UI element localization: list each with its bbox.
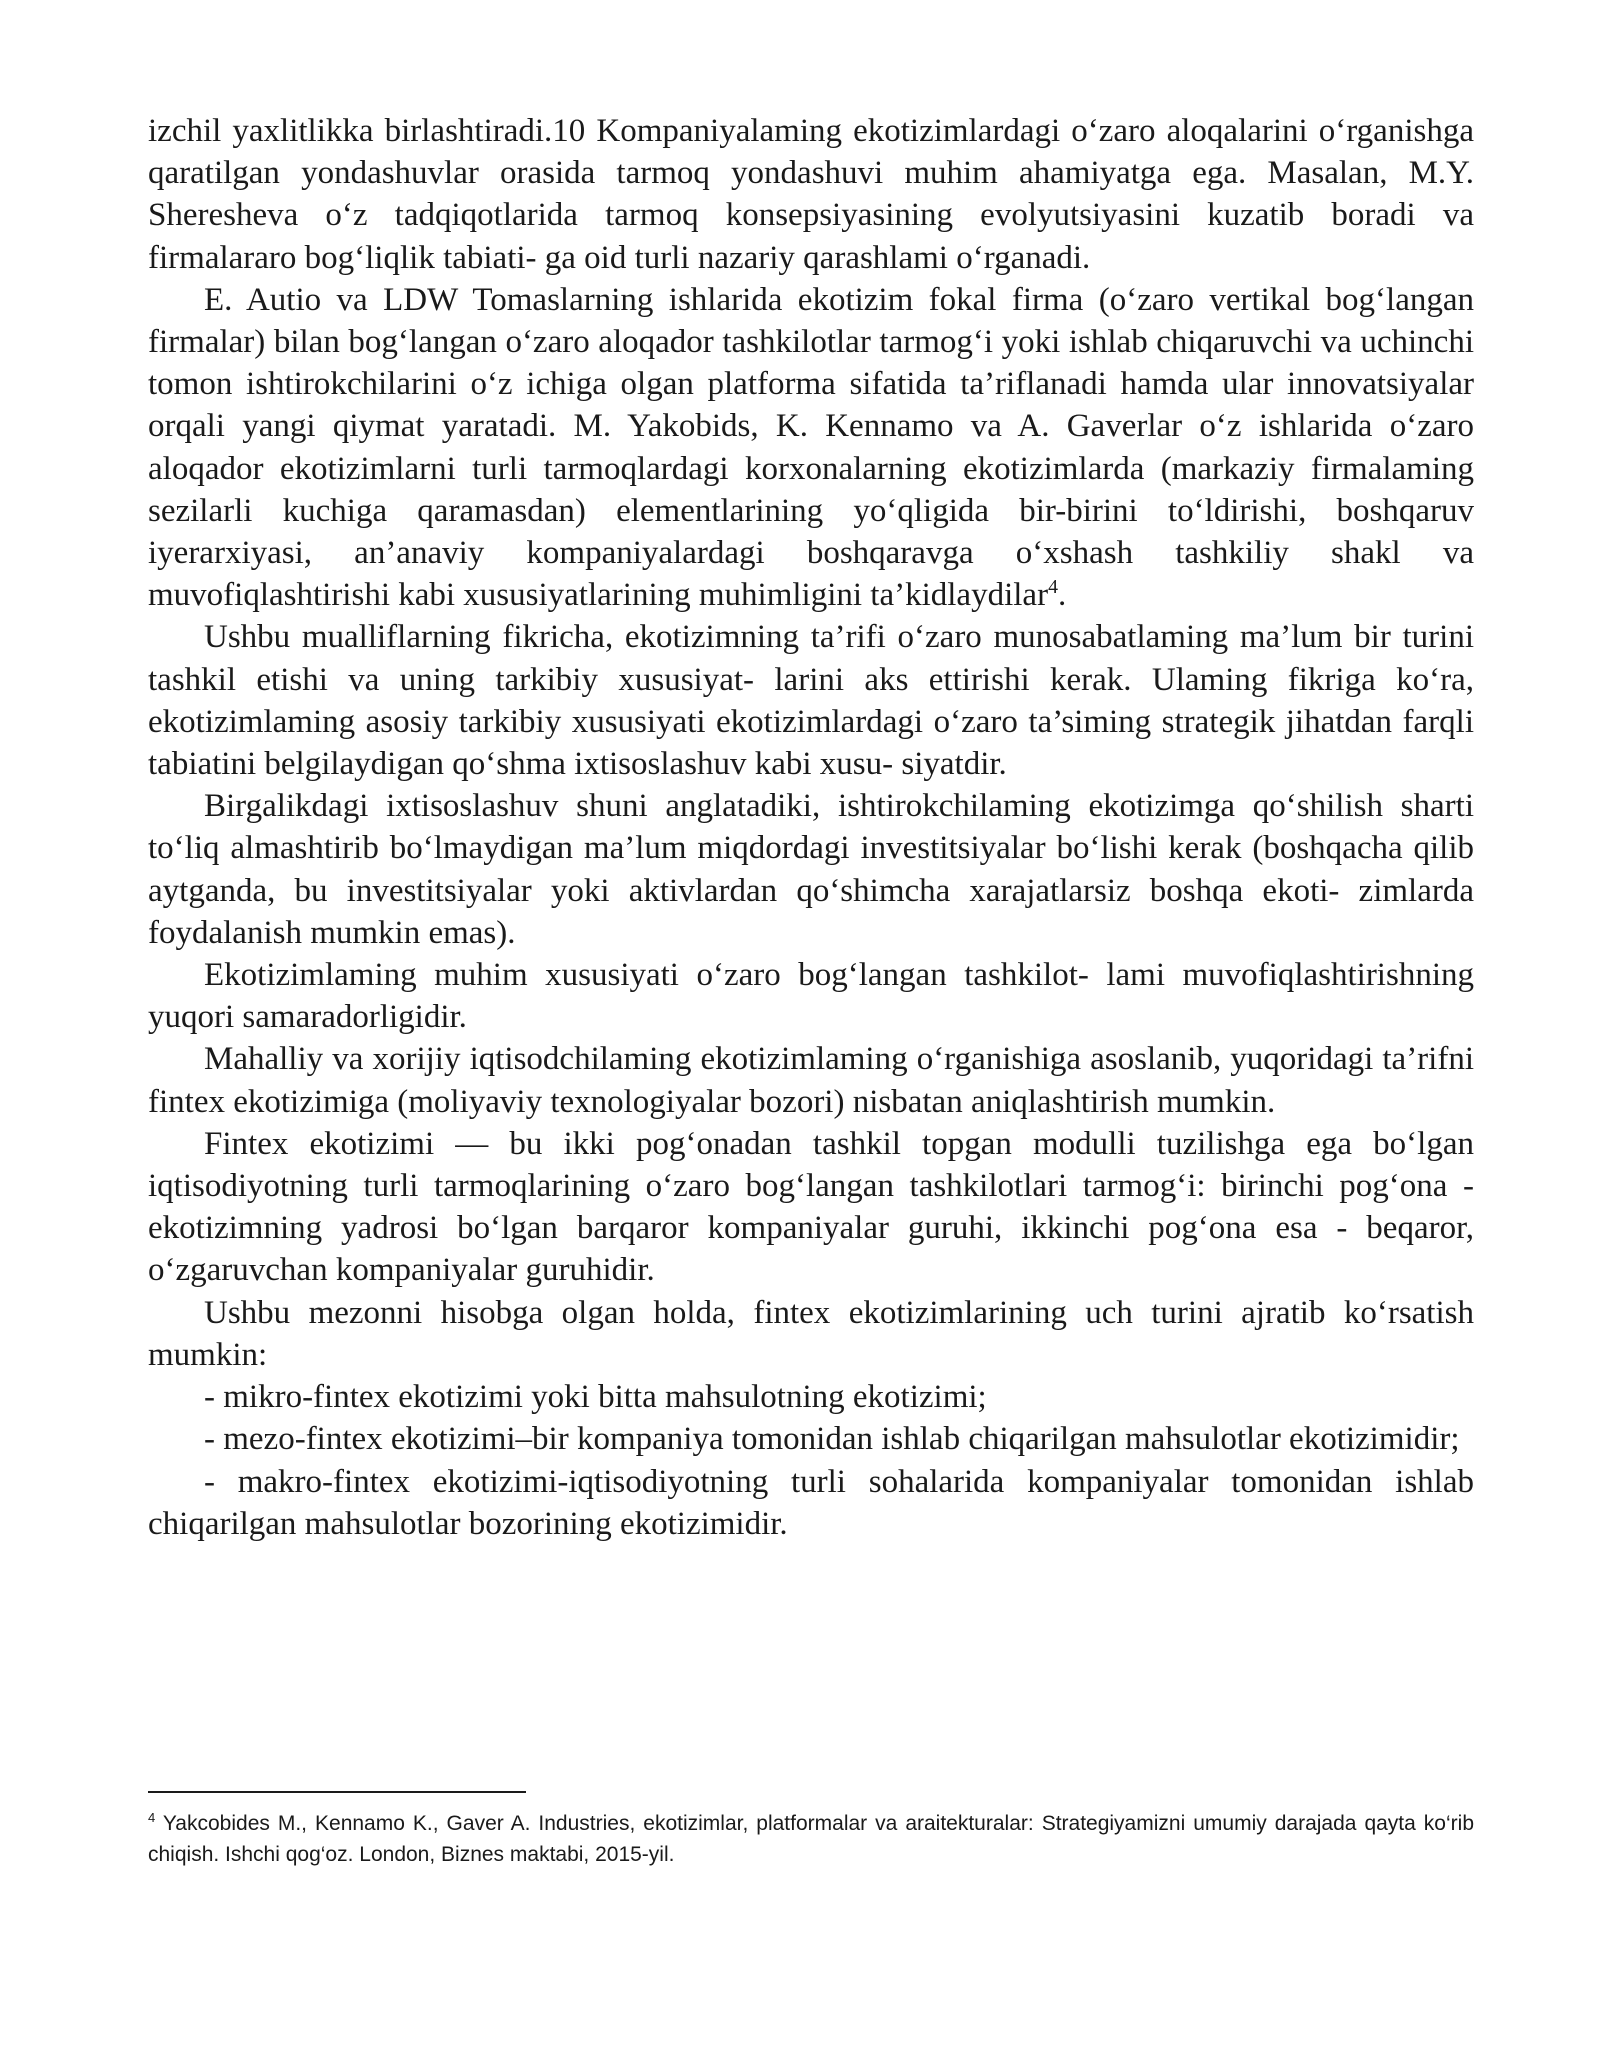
footnote-separator <box>148 1791 526 1793</box>
body-text <box>148 110 1474 1545</box>
paragraph-3: Ushbu mualliflarning fikricha, ekotizimning ta’rifi o‘zaro munosabatlaming ma’lum bir turini tashkil etishi va uning tarkibiy xususiyat- larini aks ettirishi kerak. Ulaming fikriga ko‘ra, ekotizimlaming asosiy tarkibiy xususiyati ekotizimlardagi o‘zaro ta’siming strategik jihatdan farqli tabiatini belgilaydigan qo‘shma ixtisoslashuv kabi xusu- siyatdir. <box>148 619 1474 783</box>
footnote-reference[interactable]: 4 <box>1048 576 1058 599</box>
paragraph-6: Mahalliy va xorijiy iqtisodchilaming ekotizimlaming o‘rganishiga asoslanib, yuqoridagi ta’rifni fintex ekotizimiga (moliyaviy texnologiyalar bozori) nisbatan aniqlashtirish mumkin. <box>148 1041 1474 1120</box>
list-item-micro: - mikro-fintex ekotizimi yoki bitta mahsulotning ekotizimi; <box>204 1379 987 1416</box>
paragraph-5: Ekotizimlaming muhim xususiyati o‘zaro bog‘langan tashkilot- lami muvofiqlashtirishning yuqori samaradorligidir. <box>148 957 1474 1036</box>
paragraph-7: Fintex ekotizimi — bu ikki pog‘onadan tashkil topgan modulli tuzilishga ega bo‘lgan iqtisodiyotning turli tarmoqlarining o‘zaro bog‘langan tashkilotlari tarmog‘i: birinchi pog‘ona - ekotizimning yadrosi bo‘lgan barqaror kompaniyalar guruhi, ikkinchi pog‘ona esa - beqaror, o‘zgaruvchan kompaniyalar guruhidir. <box>148 1125 1474 1289</box>
footnote-text: Yakcobides M., Kennamo K., Gaver A. Industries, ekotizimlar, platformalar va araitekturalar: Strategiyamizni umumiy darajada qayta ko‘rib chiqish. Ishchi qog‘oz. London, Biznes maktabi, 2015-yil. <box>148 1812 1474 1866</box>
list-item-macro: - makro-fintex ekotizimi-iqtisodiyotning turli sohalarida kompaniyalar tomonidan ishlab chiqarilgan mahsulotlar bozorining ekotizimidir. <box>148 1463 1474 1542</box>
paragraph-2-text: E. Autio va LDW Tomaslarning ishlarida ekotizim fokal firma (o‘zaro vertikal bog‘langan firmalar) bilan bog‘langan o‘zaro aloqador tashkilotlar tarmog‘i yoki ishlab chiqaruvchi va uchinchi tomon ishtirokchilarini o‘z ichiga olgan platforma sifatida ta’riflanadi hamda ular innovatsiyalar orqali yangi qiymat yaratadi. M. Yakobids, K. Kennamo va A. Gaverlar o‘z ishlarida o‘zaro aloqador ekotizimlarni turli tarmoqlardagi korxonalarning ekotizimlarda (markaziy firmalaming sezilarli kuchiga qaramasdan) elementlarining yo‘qligida bir-birini to‘ldirishi, boshqaruv iyerarxiyasi, an’anaviy kompaniyalardagi boshqaravga o‘xshash tashkiliy shakl va muvofiqlashtirishi kabi xususiyatlarining muhimligini ta’kidlaydilar <box>148 281 1474 614</box>
footnote-marker: 4 <box>148 1810 156 1825</box>
list-item-meso: - mezo-fintex ekotizimi–bir kompaniya tomonidan ishlab chiqarilgan mahsulotlar ekotizimidir; <box>204 1421 1460 1458</box>
paragraph-4: Birgalikdagi ixtisoslashuv shuni anglatadiki, ishtirokchilaming ekotizimga qo‘shilish sharti to‘liq almashtirib bo‘lmaydigan ma’lum miqdordagi investitsiyalar bo‘lishi kerak (boshqacha qilib aytganda, bu investitsiyalar yoki aktivlardan qo‘shimcha xarajatlarsiz boshqa ekoti- zimlarda foydalanish mumkin emas). <box>148 788 1474 951</box>
paragraph-2-end: . <box>1057 577 1067 614</box>
paragraph-8: Ushbu mezonni hisobga olgan holda, fintex ekotizimlarining uch turini ajratib ko‘rsatish mumkin: <box>148 1294 1474 1373</box>
paragraph-1: izchil yaxlitlikka birlashtiradi.10 Kompaniyalaming ekotizimlardagi o‘zaro aloqalarini o‘rganishga qaratilgan yondashuvlar orasida tarmoq yondashuvi muhim ahamiyatga ega. Masalan, M.Y. Sheresheva o‘z tadqiqotlarida tarmoq konsepsiyasining evolyutsiyasini kuzatib boradi va firmalararo bog‘liqlik tabiati- ga oid turli nazariy qarashlami o‘rganadi. <box>148 113 1474 276</box>
footnote <box>148 1808 1474 1870</box>
paragraph-2 <box>148 279 1474 617</box>
